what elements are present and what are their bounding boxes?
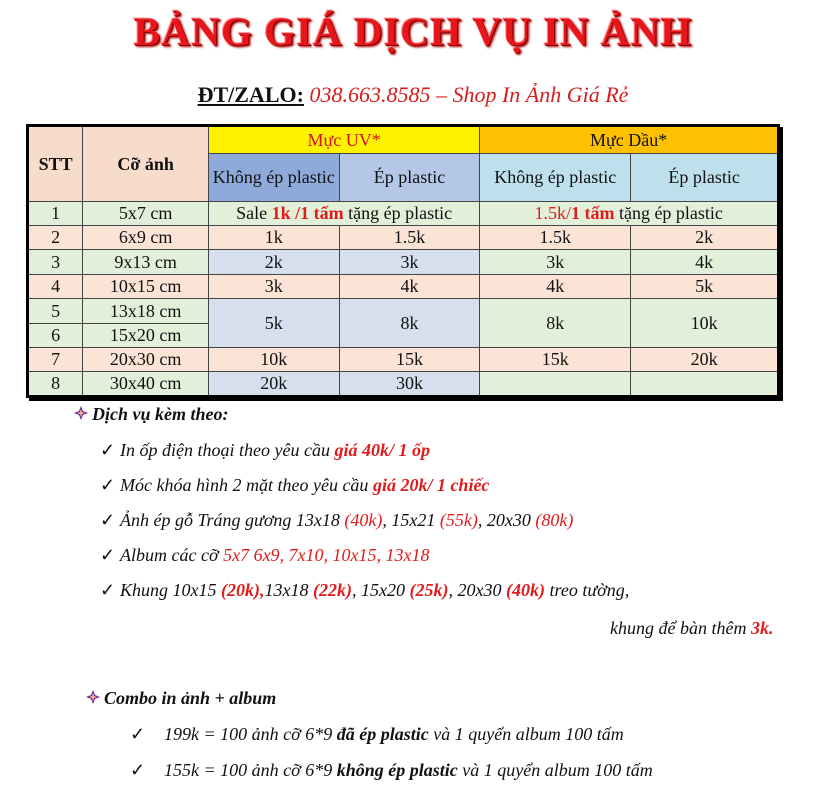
- diamond-bullet-icon: [86, 688, 104, 709]
- combo-line: ✓ 199k = 100 ảnh cỡ 6*9 đã ép plastic và 1 quyển album 100 tấm: [130, 724, 624, 744]
- service-line: ✓ Album các cỡ 5x7 6x9, 7x10, 10x15, 13x18: [100, 545, 430, 565]
- price-cell: 1k: [208, 226, 339, 250]
- price-cell: 5k: [208, 299, 339, 348]
- table-row: [28, 202, 779, 226]
- stt-header: STT: [28, 126, 83, 202]
- uv-no-laminate-header: Không ép plastic: [208, 154, 339, 202]
- stt-cell: 3: [28, 250, 83, 275]
- price-cell: 15k: [339, 348, 480, 372]
- price-cell: 1.5k: [339, 226, 480, 250]
- uv-sale-cell: Sale 1k /1 tấm tặng ép plastic: [208, 202, 479, 226]
- service-line: ✓ Móc khóa hình 2 mặt theo yêu cầu giá 20k/ 1 chiếc: [100, 475, 490, 495]
- checkmark-icon: ✓: [100, 580, 116, 600]
- combo-heading: Combo in ảnh + album: [104, 688, 277, 708]
- price-cell: 3k: [480, 250, 631, 275]
- price-cell: 8k: [480, 299, 631, 348]
- price-cell: 1.5k: [480, 226, 631, 250]
- oil-no-laminate-header: Không ép plastic: [480, 154, 631, 202]
- stt-cell: 1: [28, 202, 83, 226]
- size-cell: 10x15 cm: [83, 275, 209, 299]
- price-cell: 30k: [339, 372, 480, 397]
- size-cell: 9x13 cm: [83, 250, 209, 275]
- contact-value: 038.663.8585 – Shop In Ảnh Giá Rẻ: [303, 82, 629, 107]
- price-cell: 15k: [480, 348, 631, 372]
- table-row: [28, 299, 779, 324]
- checkmark-icon: ✓: [100, 475, 116, 495]
- price-cell: 4k: [339, 275, 480, 299]
- oil-ink-header: Mực Dầu*: [480, 126, 779, 154]
- price-cell: 5k: [631, 275, 779, 299]
- oil-sale-cell: 1.5k/1 tấm tặng ép plastic: [480, 202, 779, 226]
- checkmark-icon: ✓: [100, 440, 116, 460]
- size-cell: 5x7 cm: [83, 202, 209, 226]
- oil-laminate-header: Ép plastic: [631, 154, 779, 202]
- service-line: ✓ Ảnh ép gỗ Tráng gương 13x18 (40k), 15x21 (55k), 20x30 (80k): [100, 510, 574, 530]
- price-cell: 3k: [339, 250, 480, 275]
- table-row: [28, 226, 779, 250]
- empty-cell: [480, 372, 631, 397]
- checkmark-icon: ✓: [100, 545, 116, 565]
- service-line: ✓ Khung 10x15 (20k),13x18 (22k), 15x20 (25k), 20x30 (40k) treo tường,: [100, 580, 630, 600]
- price-cell: 20k: [631, 348, 779, 372]
- size-header: Cỡ ảnh: [83, 126, 209, 202]
- price-cell: 10k: [208, 348, 339, 372]
- table-row: [28, 372, 779, 397]
- size-cell: 15x20 cm: [83, 324, 209, 348]
- combo-line: ✓ 155k = 100 ảnh cỡ 6*9 không ép plastic và 1 quyển album 100 tấm: [130, 760, 653, 780]
- stt-cell: 4: [28, 275, 83, 299]
- price-table: [26, 124, 780, 398]
- table-row: [28, 275, 779, 299]
- uv-sale-price: 1k /1 tấm: [271, 203, 344, 224]
- price-cell: 3k: [208, 275, 339, 299]
- table-row: [28, 250, 779, 275]
- price-cell: 8k: [339, 299, 480, 348]
- price-cell: 2k: [631, 226, 779, 250]
- checkmark-icon: ✓: [100, 510, 116, 530]
- size-cell: 20x30 cm: [83, 348, 209, 372]
- price-cell: 20k: [208, 372, 339, 397]
- stt-cell: 2: [28, 226, 83, 250]
- service-line: khung để bàn thêm 3k.: [610, 618, 774, 638]
- stt-cell: 6: [28, 324, 83, 348]
- price-cell: 10k: [631, 299, 779, 348]
- page-title: BẢNG GIÁ DỊCH VỤ IN ẢNH: [133, 9, 693, 54]
- price-cell: 4k: [480, 275, 631, 299]
- contact-label: ĐT/ZALO:: [197, 82, 304, 107]
- price-cell: 2k: [208, 250, 339, 275]
- diamond-bullet-icon: [74, 404, 92, 425]
- service-line: ✓ In ốp điện thoại theo yêu cầu giá 40k/ 1 ốp: [100, 440, 430, 460]
- services-heading-line: [74, 404, 229, 425]
- size-cell: 6x9 cm: [83, 226, 209, 250]
- uv-ink-header: Mực UV*: [208, 126, 479, 154]
- empty-cell: [631, 372, 779, 397]
- contact-line: [0, 82, 826, 108]
- stt-cell: 5: [28, 299, 83, 324]
- size-cell: 30x40 cm: [83, 372, 209, 397]
- uv-laminate-header: Ép plastic: [339, 154, 480, 202]
- price-cell: 4k: [631, 250, 779, 275]
- stt-cell: 7: [28, 348, 83, 372]
- size-cell: 13x18 cm: [83, 299, 209, 324]
- services-heading: Dịch vụ kèm theo:: [92, 404, 229, 424]
- checkmark-icon: ✓: [130, 760, 146, 780]
- table-row: [28, 348, 779, 372]
- combo-heading-line: [86, 688, 276, 709]
- stt-cell: 8: [28, 372, 83, 397]
- checkmark-icon: ✓: [130, 724, 146, 744]
